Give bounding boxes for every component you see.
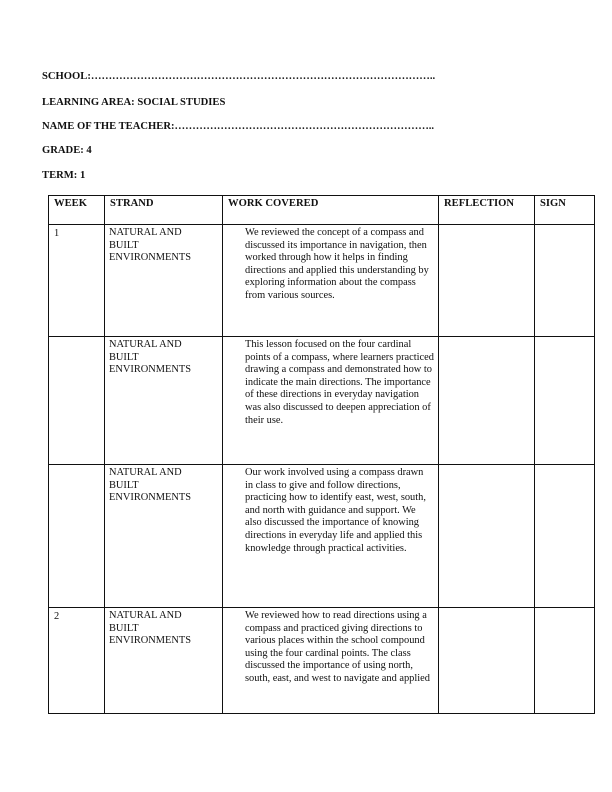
week-cell: 2 bbox=[49, 608, 105, 714]
week-cell bbox=[49, 465, 105, 608]
sign-cell bbox=[535, 608, 595, 714]
strand-text: BUILT bbox=[109, 351, 139, 363]
record-of-work-table bbox=[48, 195, 595, 714]
work-covered-cell: We reviewed how to read directions using a compass and practiced giving directions to various places within the school compound using the four cardinal points. The class discussed the importance of using north, south, east, and west to navigate and applied bbox=[223, 608, 439, 714]
sign-cell bbox=[535, 465, 595, 608]
work-covered-cell: Our work involved using a compass drawn in class to give and follow directions, practicing how to identify east, west, south, and north with guidance and support. We also discussed the importance of knowing directions in everyday life and applied this knowledge through practical activities. bbox=[223, 465, 439, 608]
strand-text: ENVIRONMENTS bbox=[109, 492, 191, 504]
column-header-reflection: REFLECTION bbox=[439, 196, 535, 225]
strand-cell bbox=[105, 608, 223, 714]
strand-text: NATURAL AND bbox=[109, 227, 182, 238]
sign-cell bbox=[535, 337, 595, 465]
strand-text: NATURAL AND bbox=[109, 467, 182, 478]
column-header-sign: SIGN bbox=[535, 196, 595, 225]
strand-text: ENVIRONMENTS bbox=[109, 252, 191, 264]
grade: GRADE: 4 bbox=[42, 145, 92, 156]
strand-text: NATURAL AND bbox=[109, 610, 182, 621]
reflection-cell bbox=[439, 465, 535, 608]
column-header-strand: STRAND bbox=[105, 196, 223, 225]
strand-text: ENVIRONMENTS bbox=[109, 635, 191, 647]
strand-text: NATURAL AND bbox=[109, 339, 182, 350]
table-row bbox=[49, 465, 595, 608]
reflection-cell bbox=[439, 337, 535, 465]
strand-text: ENVIRONMENTS bbox=[109, 364, 191, 376]
work-covered-cell: We reviewed the concept of a compass and discussed its importance in navigation, then worked through how it helps in finding directions and applied this understanding by exploring information about the compass from various sources. bbox=[223, 225, 439, 337]
strand-text: BUILT bbox=[109, 479, 139, 491]
school-field: SCHOOL:…………………………………………………………………………………….. bbox=[42, 71, 436, 82]
strand-cell bbox=[105, 465, 223, 608]
table-row bbox=[49, 337, 595, 465]
teacher-name-field: NAME OF THE TEACHER:……………………………………………………………….. bbox=[42, 121, 435, 132]
table-header-row bbox=[49, 196, 595, 225]
strand-cell bbox=[105, 337, 223, 465]
table-row bbox=[49, 608, 595, 714]
term: TERM: 1 bbox=[42, 170, 86, 181]
strand-text: BUILT bbox=[109, 622, 139, 634]
sign-cell bbox=[535, 225, 595, 337]
column-header-work-covered: WORK COVERED bbox=[223, 196, 439, 225]
work-covered-cell: This lesson focused on the four cardinal points of a compass, where learners practiced drawing a compass and demonstrated how to indicate the main directions. The importance of these directions in everyday navigation was also discussed to deepen appreciation of their use. bbox=[223, 337, 439, 465]
strand-text: BUILT bbox=[109, 239, 139, 251]
reflection-cell bbox=[439, 225, 535, 337]
reflection-cell bbox=[439, 608, 535, 714]
week-cell: 1 bbox=[49, 225, 105, 337]
column-header-week: WEEK bbox=[49, 196, 105, 225]
table-row bbox=[49, 225, 595, 337]
learning-area: LEARNING AREA: SOCIAL STUDIES bbox=[42, 97, 226, 108]
week-cell bbox=[49, 337, 105, 465]
strand-cell bbox=[105, 225, 223, 337]
